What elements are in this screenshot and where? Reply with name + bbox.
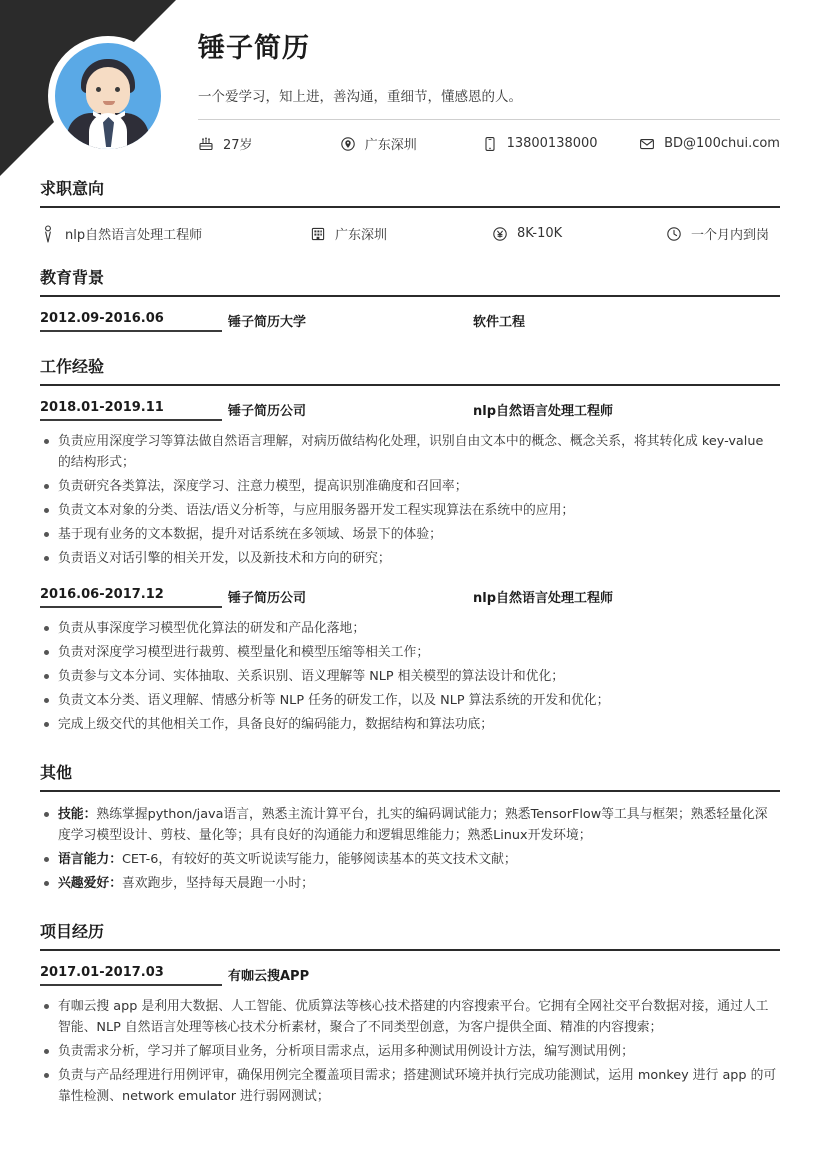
contact-location bbox=[340, 134, 482, 153]
header-tagline: 一个爱学习，知上进，善沟通，重细节，懂感恩的人。 bbox=[198, 85, 780, 120]
contact-location-label: 广东深圳 bbox=[364, 138, 417, 153]
list-item: 负责从事深度学习模型优化算法的研发和产品化落地； bbox=[40, 618, 780, 639]
education-entry bbox=[40, 311, 780, 332]
work-entry bbox=[40, 587, 780, 608]
intent-availability bbox=[666, 224, 769, 243]
contact-row bbox=[198, 134, 780, 153]
list-item: 负责对深度学习模型进行裁剪、模型量化和模型压缩等相关工作； bbox=[40, 642, 780, 663]
header-main bbox=[198, 26, 780, 153]
other-text: 熟练掌握python/java语言，熟悉主流计算平台，扎实的编码调试能力；熟悉TensorFlow等工具与框架；熟悉轻量化深度学习模型设计、剪枝、量化等；具有良好的沟通能力和逻辑思维能力；熟悉Linux开发环境； bbox=[58, 807, 768, 843]
section-divider bbox=[40, 790, 780, 792]
list-item: 负责与产品经理进行用例评审，确保用例完全覆盖项目需求；搭建测试环境并执行完成功能测试，运用 monkey 进行 app 的可靠性检测、network emulator 进行弱网测试； bbox=[40, 1065, 780, 1107]
contact-phone-label: 13800138000 bbox=[506, 136, 598, 151]
intent-salary-label: 8K-10K bbox=[517, 226, 563, 241]
work-company: 锤子简历公司 bbox=[228, 404, 307, 419]
project-name: 有咖云搜APP bbox=[228, 969, 310, 984]
other-label: 技能： bbox=[58, 807, 97, 822]
section-divider bbox=[40, 949, 780, 951]
other-text: CET-6，有较好的英文听说读写能力，能够阅读基本的英文技术文献； bbox=[121, 852, 517, 867]
intent-position bbox=[40, 224, 310, 243]
intent-city-label: 广东深圳 bbox=[335, 228, 388, 243]
list-item bbox=[40, 849, 780, 870]
clock-icon bbox=[666, 226, 682, 242]
work-role: nlp自然语言处理工程师 bbox=[473, 404, 614, 419]
section-title-job-intention: 求职意向 bbox=[40, 179, 105, 198]
work-entry bbox=[40, 400, 780, 421]
work-bullet-list bbox=[40, 618, 780, 735]
list-item: 负责应用深度学习等算法做自然语言理解，对病历做结构化处理，识别自由文本中的概念、概念关系，将其转化成 key-value 的结构形式； bbox=[40, 431, 780, 473]
section-title-education: 教育背景 bbox=[40, 268, 105, 287]
project-date: 2017.01-2017.03 bbox=[40, 965, 222, 986]
list-item: 负责文本对象的分类、语法/语义分析等，与应用服务器开发工程实现算法在系统中的应用； bbox=[40, 500, 780, 521]
section-divider bbox=[40, 295, 780, 297]
work-bullet-list bbox=[40, 431, 780, 569]
other-text: 喜欢跑步，坚持每天晨跑一小时； bbox=[121, 876, 314, 891]
other-bullet-list bbox=[40, 804, 780, 894]
envelope-icon bbox=[639, 136, 655, 152]
section-job-intention bbox=[40, 176, 780, 243]
intent-city bbox=[310, 224, 492, 243]
job-intention-row bbox=[40, 224, 780, 243]
work-company: 锤子简历公司 bbox=[228, 591, 307, 606]
education-major: 软件工程 bbox=[473, 315, 526, 330]
section-work bbox=[40, 354, 780, 735]
person-tie-icon bbox=[40, 225, 56, 243]
project-entry bbox=[40, 965, 780, 986]
list-item: 负责文本分类、语义理解、情感分析等 NLP 任务的研发工作，以及 NLP 算法系统的开发和优化； bbox=[40, 690, 780, 711]
list-item: 完成上级交代的其他相关工作，具备良好的编码能力，数据结构和算法功底； bbox=[40, 714, 780, 735]
work-role: nlp自然语言处理工程师 bbox=[473, 591, 614, 606]
section-title-work: 工作经验 bbox=[40, 357, 105, 376]
mobile-phone-icon bbox=[482, 136, 498, 152]
avatar-illustration bbox=[52, 40, 164, 152]
other-label: 兴趣爱好： bbox=[58, 876, 122, 891]
section-title-other: 其他 bbox=[40, 763, 73, 782]
building-icon bbox=[310, 226, 326, 242]
intent-availability-label: 一个月内到岗 bbox=[691, 228, 770, 243]
project-bullet-list bbox=[40, 996, 780, 1107]
list-item: 负责研究各类算法，深度学习、注意力模型，提高识别准确度和召回率； bbox=[40, 476, 780, 497]
education-date: 2012.09-2016.06 bbox=[40, 311, 222, 332]
list-item: 负责参与文本分词、实体抽取、关系识别、语义理解等 NLP 相关模型的算法设计和优化； bbox=[40, 666, 780, 687]
work-date: 2018.01-2019.11 bbox=[40, 400, 222, 421]
contact-age-label: 27岁 bbox=[223, 138, 253, 153]
section-projects bbox=[40, 919, 780, 1107]
resume-header bbox=[0, 0, 820, 176]
contact-email bbox=[639, 134, 780, 153]
list-item: 负责语义对话引擎的相关开发，以及新技术和方向的研究； bbox=[40, 548, 780, 569]
work-date: 2016.06-2017.12 bbox=[40, 587, 222, 608]
birthday-cake-icon bbox=[198, 136, 214, 152]
list-item: 负责需求分析，学习并了解项目业务，分析项目需求点，运用多种测试用例设计方法，编写测试用例； bbox=[40, 1041, 780, 1062]
list-item bbox=[40, 873, 780, 894]
avatar bbox=[48, 36, 168, 156]
contact-email-label: BD@100chui.com bbox=[664, 136, 780, 151]
section-divider bbox=[40, 206, 780, 208]
education-school: 锤子简历大学 bbox=[228, 315, 307, 330]
section-education bbox=[40, 265, 780, 332]
section-other bbox=[40, 760, 780, 894]
list-item: 有咖云搜 app 是利用大数据、人工智能、优质算法等核心技术搭建的内容搜索平台。它拥有全网社交平台数据对接，通过人工智能、NLP 自然语言处理等核心技术分析素材，聚合了不同类型创意，为客户提供全面、精准的内容搜索； bbox=[40, 996, 780, 1038]
section-divider bbox=[40, 384, 780, 386]
list-item bbox=[40, 804, 780, 846]
page-title: 锤子简历 bbox=[198, 33, 310, 64]
section-title-projects: 项目经历 bbox=[40, 922, 105, 941]
contact-age bbox=[198, 134, 340, 153]
intent-position-label: nlp自然语言处理工程师 bbox=[65, 228, 203, 243]
other-label: 语言能力： bbox=[58, 852, 122, 867]
list-item: 基于现有业务的文本数据，提升对话系统在多领域、场景下的体验； bbox=[40, 524, 780, 545]
location-pin-icon bbox=[340, 136, 356, 152]
contact-phone bbox=[482, 134, 640, 153]
yuan-coin-icon bbox=[492, 226, 508, 242]
intent-salary bbox=[492, 226, 666, 242]
